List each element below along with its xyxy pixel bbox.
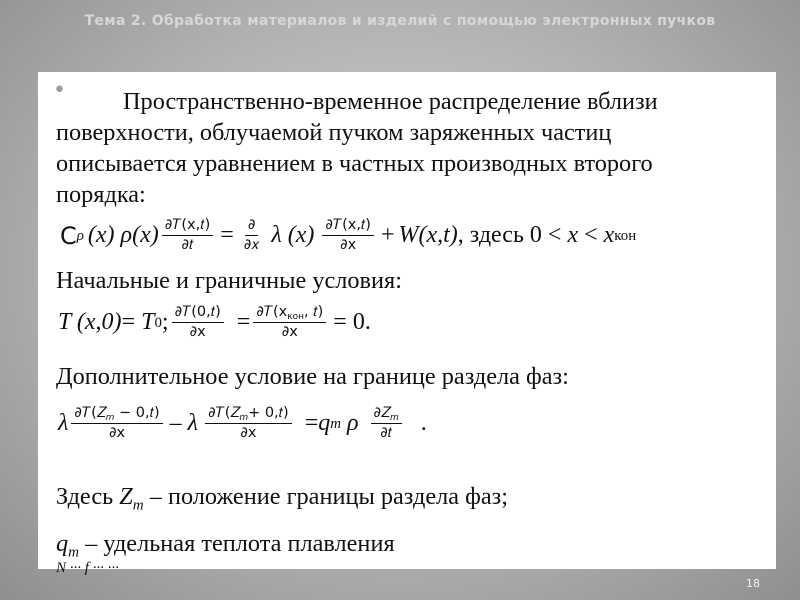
interface-condition [58, 404, 427, 443]
eq3-frac1-num-end: − 0,𝑡) [114, 405, 160, 421]
bullet-icon: • [53, 78, 66, 103]
eq2-lhs: T (x,0) [58, 309, 122, 335]
eq2-rhs: = 0. [333, 309, 371, 335]
eq2-frac2-num: ∂𝑇(x [256, 304, 288, 320]
eq3-frac2-num-end: + 0,𝑡) [248, 405, 289, 421]
eq3-fraction-2 [205, 404, 292, 443]
eq3-minus-lambda: – λ [169, 410, 199, 436]
eq3-frac1-den: ∂x [108, 425, 126, 441]
qm-var: q [56, 530, 69, 557]
eq1-frac1-den: ∂𝑡 [181, 237, 194, 253]
initial-conditions-heading: Начальные и граничные условия: [56, 267, 402, 294]
eq2-frac2-num-end: , 𝑡) [304, 304, 324, 320]
eq3-q: q [318, 410, 331, 436]
eq2-semicolon: ; [161, 309, 169, 335]
eq1-frac2-num: ∂ [245, 216, 259, 236]
qm-suffix: – удельная теплота плавления [79, 530, 395, 557]
eq2-frac1-den: ∂x [189, 324, 206, 340]
eq3-q-sub: m [330, 415, 341, 432]
eq1-lt: < [578, 222, 604, 248]
eq1-rest: , здесь 0 < [457, 222, 568, 248]
heat-equation: C ρ (x) ρ (x) $\frac{\text{∂𝑇(x,𝑡)}}{\text{∂𝑡}}$ = $\frac{\partial}{\text{∂𝑥}}$ λ (x) $\frac{\text{∂𝑇(x,𝑡)}}{\partial x}$ + W(x,t) , здесь 0 < x < x кон [60, 217, 637, 253]
eq3-frac2-num-sub: m [239, 413, 249, 424]
eq3-equals: = [304, 410, 319, 436]
eq3-dot: . [420, 410, 427, 436]
eq3-frac3-den: ∂𝑡 [380, 425, 393, 441]
eq2-equals: = [121, 309, 142, 335]
eq1-x3: (x) [287, 222, 315, 248]
qm-definition [56, 530, 395, 561]
eq1-x-end: x [603, 222, 615, 248]
slide-title: Тема 2. Обработка материалов и изделий с помощью электронных пучков [84, 13, 716, 29]
eq1-lambda: λ [271, 222, 282, 248]
eq3-frac1-num: ∂𝑇(𝑍 [74, 405, 106, 421]
eq3-frac3-num: ∂𝑍 [373, 405, 390, 421]
zm-sub: m [132, 497, 144, 514]
content-panel [38, 72, 776, 576]
eq2-fraction-1 [172, 303, 224, 342]
eq3-frac2-num: ∂𝑇(𝑍 [208, 405, 240, 421]
extra-condition-heading: Дополнительное условие на границе раздела фаз: [56, 363, 569, 390]
qm-sub: m [68, 544, 80, 561]
eq1-x1: (x) [87, 222, 115, 248]
eq2-frac1-num: ∂𝑇(0,𝑡) [172, 303, 224, 323]
eq3-fraction-3 [371, 404, 402, 443]
intro-paragraph: Пространственно-временное распределение вблизи поверхности, облучаемой пучком заряженных частиц описывается уравнением в частных производных второго порядка: [56, 88, 658, 208]
eq1-frac3-num: ∂𝑇(x,𝑡) [322, 216, 374, 236]
eq1-frac2-den: ∂𝑥 [243, 237, 260, 253]
zm-var: Z [119, 483, 133, 510]
eq1-x2: (x) [132, 222, 159, 248]
eq1-rho: ρ [120, 222, 133, 248]
eq2-t0: T [141, 309, 155, 335]
eq1-x-var: x [567, 222, 579, 248]
eq3-frac2-den: ∂x [240, 425, 257, 441]
eq1-w: W(x,t) [398, 222, 458, 248]
zm-prefix: Здесь [56, 483, 120, 510]
eq3-rho: ρ [347, 410, 359, 436]
eq3-lambda: λ [58, 410, 69, 436]
zm-suffix: – положение границы раздела фаз; [143, 483, 508, 510]
eq1-fraction-1 [162, 216, 214, 255]
eq1-frac1-num: ∂𝑇(x,𝑡) [162, 216, 214, 236]
eq1-rho-sub: ρ [76, 227, 84, 244]
eq3-frac3-num-sub: m [389, 413, 399, 424]
eq1-fraction-2 [241, 216, 263, 255]
eq1-frac3-den: ∂x [340, 237, 357, 253]
eq1-fraction-3 [322, 216, 374, 255]
eq3-fraction-1 [71, 404, 162, 443]
cutoff-text-fragment: N ··· f ··· ··· [56, 560, 119, 576]
eq1-plus: + [380, 222, 395, 248]
eq1-equals: = [220, 222, 234, 248]
eq2-equals-2: = [236, 309, 251, 335]
boundary-conditions: T (x,0) = T 0 ; $\frac{\text{∂𝑇(0,𝑡)}}{\partial x}$ = $\frac{\partial 𝑇(x_{кон}, 𝑡)}{\partial x}$ = 0. [58, 304, 371, 340]
page-number: 18 [746, 577, 760, 590]
eq1-c: C [60, 221, 77, 250]
zm-definition [56, 483, 508, 514]
eq2-fraction-2 [253, 303, 326, 342]
eq2-frac2-den: ∂x [281, 324, 298, 340]
eq3-frac1-num-sub: m [105, 413, 115, 424]
eq2-frac2-num-sub: кон [287, 312, 305, 323]
